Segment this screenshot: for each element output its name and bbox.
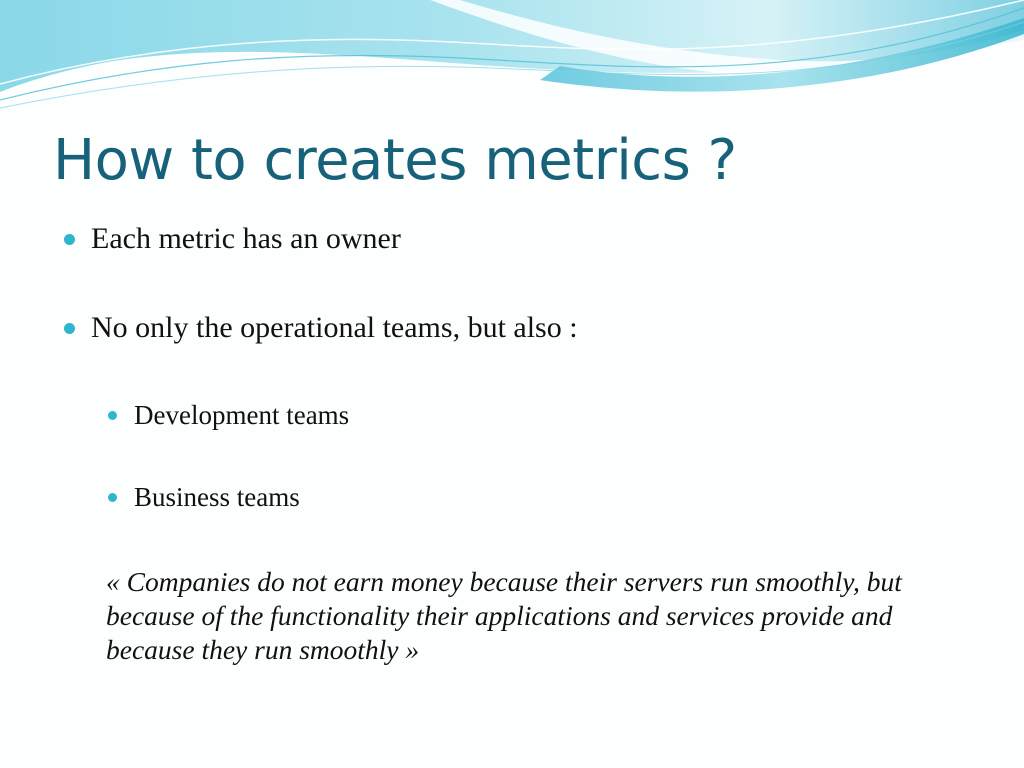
bullet-text: No only the operational teams, but also : [91, 311, 578, 344]
bullet-item [64, 311, 578, 345]
quote-text: « Companies do not earn money because their servers run smoothly, but because of the functionality their applications and services provide and because they run smoothly » [106, 566, 902, 665]
sub-bullet-item [108, 400, 349, 431]
bullet-item [64, 222, 401, 256]
bullet-text: Each metric has an owner [91, 222, 401, 255]
bullet-dot-icon [64, 234, 75, 245]
bullet-dot-icon [108, 493, 117, 502]
sub-bullet-item [108, 482, 300, 513]
bullet-dot-icon [64, 323, 75, 334]
bullet-dot-icon [108, 411, 117, 420]
slide-title: How to creates metrics ? [53, 128, 737, 193]
decorative-wave-banner [0, 0, 1024, 130]
sub-bullet-text: Business teams [134, 482, 300, 512]
sub-bullet-text: Development teams [134, 400, 350, 430]
